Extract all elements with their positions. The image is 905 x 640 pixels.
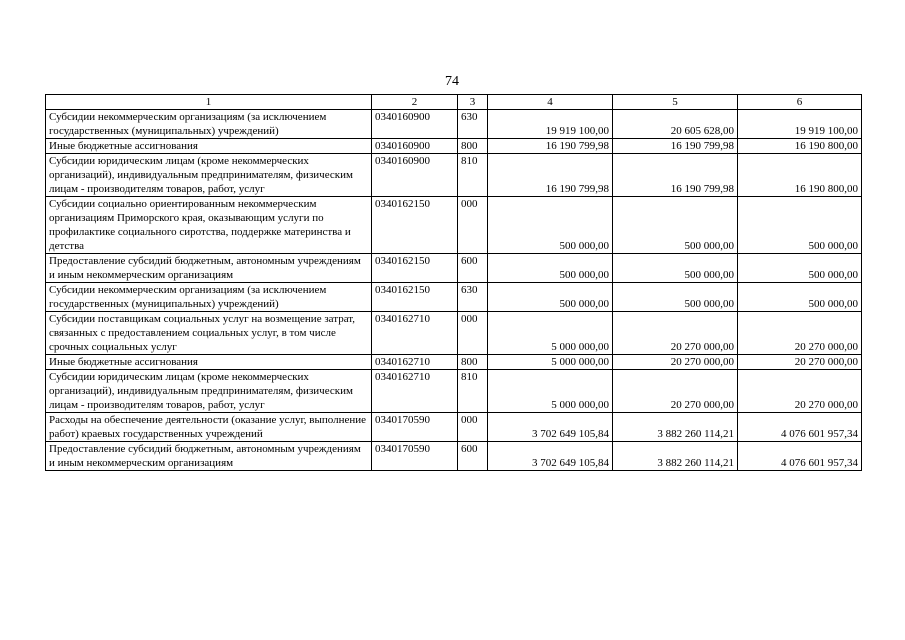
amount-col6-cell: 16 190 800,00 <box>738 139 862 154</box>
budget-code-cell: 0340162150 <box>372 283 458 312</box>
budget-table <box>45 94 862 471</box>
amount-col4-cell: 5 000 000,00 <box>488 355 613 370</box>
expense-type-cell: 810 <box>458 154 488 197</box>
table-row <box>46 197 862 254</box>
page-number: 74 <box>445 74 459 89</box>
budget-code-cell: 0340170590 <box>372 442 458 471</box>
column-header: 6 <box>738 95 862 110</box>
row-name-cell: Расходы на обеспечение деятельности (оказание услуг, выполнение работ) краевых государственных учреждений <box>46 413 372 442</box>
row-name-cell: Предоставление субсидий бюджетным, автономным учреждениям и иным некоммерческим организациям <box>46 442 372 471</box>
table-row <box>46 312 862 355</box>
budget-code-cell: 0340160900 <box>372 110 458 139</box>
amount-col5-cell: 20 605 628,00 <box>613 110 738 139</box>
expense-type-cell: 810 <box>458 370 488 413</box>
amount-col4-cell: 500 000,00 <box>488 254 613 283</box>
amount-col6-cell: 500 000,00 <box>738 254 862 283</box>
table-row <box>46 355 862 370</box>
amount-col5-cell: 20 270 000,00 <box>613 370 738 413</box>
table-row <box>46 442 862 471</box>
column-header: 2 <box>372 95 458 110</box>
row-name-cell: Субсидии поставщикам социальных услуг на возмещение затрат, связанных с предоставлением социальных услуг, в том числе срочных социальных услуг <box>46 312 372 355</box>
amount-col4-cell: 19 919 100,00 <box>488 110 613 139</box>
amount-col4-cell: 5 000 000,00 <box>488 370 613 413</box>
table-row <box>46 413 862 442</box>
expense-type-cell: 630 <box>458 110 488 139</box>
amount-col5-cell: 16 190 799,98 <box>613 139 738 154</box>
row-name-cell: Предоставление субсидий бюджетным, автономным учреждениям и иным некоммерческим организациям <box>46 254 372 283</box>
amount-col5-cell: 20 270 000,00 <box>613 355 738 370</box>
amount-col4-cell: 5 000 000,00 <box>488 312 613 355</box>
table-row <box>46 254 862 283</box>
expense-type-cell: 800 <box>458 355 488 370</box>
budget-code-cell: 0340162710 <box>372 355 458 370</box>
amount-col6-cell: 4 076 601 957,34 <box>738 442 862 471</box>
table-row <box>46 370 862 413</box>
amount-col6-cell: 500 000,00 <box>738 197 862 254</box>
amount-col5-cell: 500 000,00 <box>613 283 738 312</box>
table-row <box>46 110 862 139</box>
budget-code-cell: 0340162150 <box>372 197 458 254</box>
column-header: 4 <box>488 95 613 110</box>
table-row <box>46 139 862 154</box>
budget-code-cell: 0340160900 <box>372 154 458 197</box>
column-header: 5 <box>613 95 738 110</box>
budget-code-cell: 0340160900 <box>372 139 458 154</box>
amount-col5-cell: 16 190 799,98 <box>613 154 738 197</box>
amount-col4-cell: 500 000,00 <box>488 197 613 254</box>
amount-col5-cell: 500 000,00 <box>613 197 738 254</box>
amount-col6-cell: 500 000,00 <box>738 283 862 312</box>
amount-col4-cell: 500 000,00 <box>488 283 613 312</box>
row-name-cell: Субсидии юридическим лицам (кроме некоммерческих организаций), индивидуальным предпринимателям, физическим лицам - производителям товаров, работ, услуг <box>46 154 372 197</box>
table-row <box>46 283 862 312</box>
column-header: 1 <box>46 95 372 110</box>
amount-col5-cell: 20 270 000,00 <box>613 312 738 355</box>
budget-code-cell: 0340162710 <box>372 370 458 413</box>
amount-col5-cell: 3 882 260 114,21 <box>613 413 738 442</box>
column-header: 3 <box>458 95 488 110</box>
row-name-cell: Субсидии социально ориентированным некоммерческим организациям Приморского края, оказывающим услуги по профилактике социального сиротства, поддержке материнства и детства <box>46 197 372 254</box>
expense-type-cell: 000 <box>458 413 488 442</box>
budget-code-cell: 0340170590 <box>372 413 458 442</box>
row-name-cell: Субсидии некоммерческим организациям (за исключением государственных (муниципальных) учреждений) <box>46 110 372 139</box>
amount-col6-cell: 20 270 000,00 <box>738 312 862 355</box>
expense-type-cell: 000 <box>458 312 488 355</box>
budget-code-cell: 0340162150 <box>372 254 458 283</box>
row-name-cell: Субсидии некоммерческим организациям (за исключением государственных (муниципальных) учреждений) <box>46 283 372 312</box>
amount-col6-cell: 4 076 601 957,34 <box>738 413 862 442</box>
amount-col4-cell: 3 702 649 105,84 <box>488 442 613 471</box>
amount-col6-cell: 20 270 000,00 <box>738 355 862 370</box>
budget-code-cell: 0340162710 <box>372 312 458 355</box>
table-row <box>46 154 862 197</box>
row-name-cell: Иные бюджетные ассигнования <box>46 355 372 370</box>
row-name-cell: Субсидии юридическим лицам (кроме некоммерческих организаций), индивидуальным предпринимателям, физическим лицам - производителям товаров, работ, услуг <box>46 370 372 413</box>
amount-col6-cell: 16 190 800,00 <box>738 154 862 197</box>
expense-type-cell: 000 <box>458 197 488 254</box>
amount-col4-cell: 3 702 649 105,84 <box>488 413 613 442</box>
amount-col6-cell: 20 270 000,00 <box>738 370 862 413</box>
expense-type-cell: 800 <box>458 139 488 154</box>
amount-col5-cell: 500 000,00 <box>613 254 738 283</box>
expense-type-cell: 630 <box>458 283 488 312</box>
expense-type-cell: 600 <box>458 254 488 283</box>
amount-col5-cell: 3 882 260 114,21 <box>613 442 738 471</box>
amount-col4-cell: 16 190 799,98 <box>488 154 613 197</box>
row-name-cell: Иные бюджетные ассигнования <box>46 139 372 154</box>
expense-type-cell: 600 <box>458 442 488 471</box>
table-header-row <box>46 95 862 110</box>
amount-col4-cell: 16 190 799,98 <box>488 139 613 154</box>
amount-col6-cell: 19 919 100,00 <box>738 110 862 139</box>
